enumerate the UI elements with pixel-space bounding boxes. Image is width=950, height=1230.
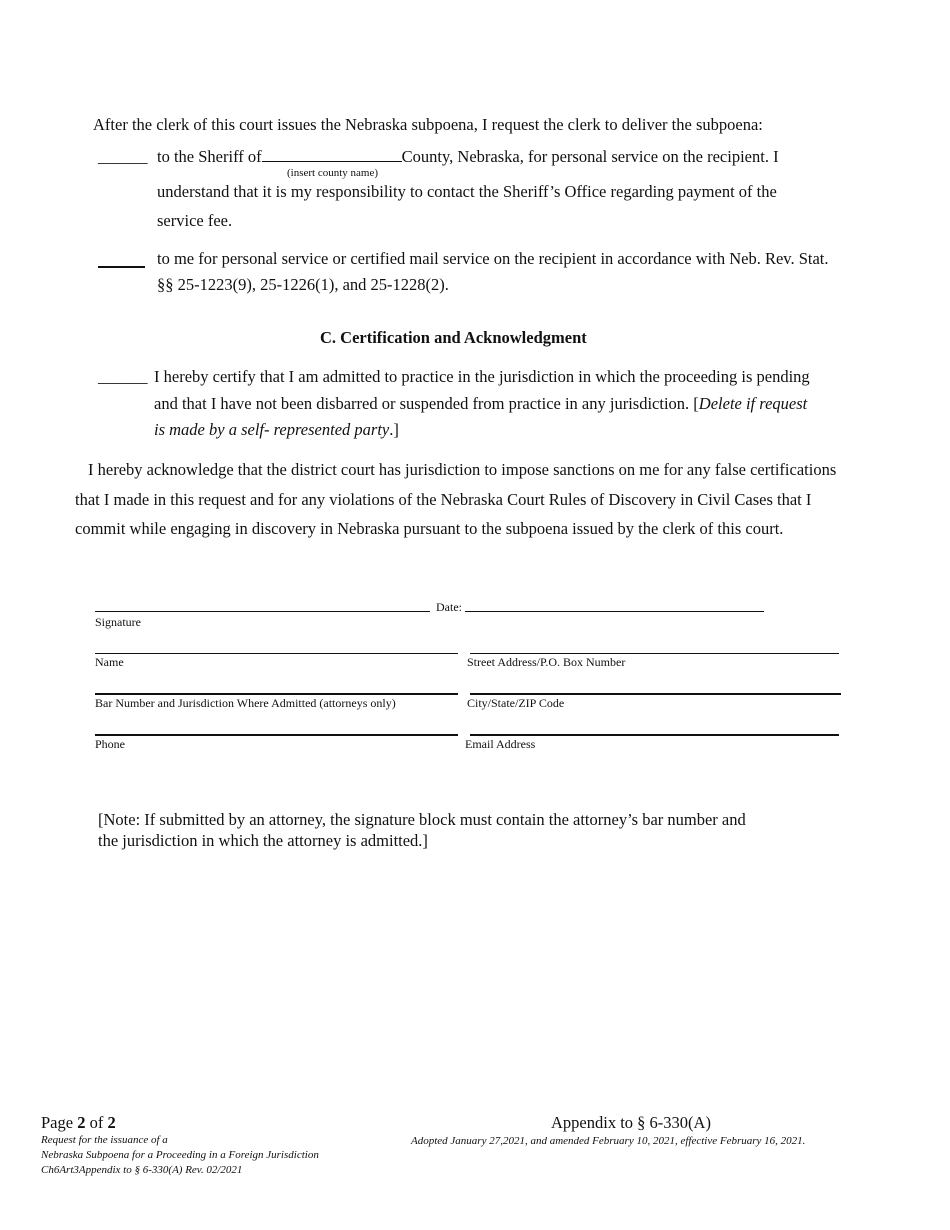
name-field[interactable] — [95, 653, 458, 654]
email-label: Email Address — [465, 737, 536, 751]
sheriff-option-blank[interactable]: ______ — [98, 147, 148, 166]
sheriff-suffix: County, Nebraska, for personal service on the recipient. I — [401, 147, 779, 166]
certification-line1: I hereby certify that I am admitted to practice in the jurisdiction in which the proceeding is pending — [154, 367, 810, 386]
form-revision: Ch6Art3Appendix to § 6-330(A) Rev. 02/2021 — [41, 1164, 243, 1176]
acknowledgment-line1: I hereby acknowledge that the district court has jurisdiction to impose sanctions on me for any false certifications — [88, 460, 837, 479]
note-line2: the jurisdiction in which the attorney is admitted.] — [98, 831, 428, 850]
sheriff-option-line3: service fee. — [157, 211, 233, 230]
date-label: Date: — [436, 600, 462, 614]
date-field[interactable] — [465, 611, 764, 612]
certification-blank[interactable]: ______ — [98, 367, 148, 386]
city-state-zip-label: City/State/ZIP Code — [467, 696, 565, 710]
certification-line2-text: and that I have not been disbarred or suspended from practice in any jurisdiction. [ — [154, 394, 699, 413]
acknowledgment-line3: commit while engaging in discovery in Nebraska pursuant to the subpoena issued by the clerk of this court. — [75, 519, 784, 538]
signature-field[interactable] — [95, 611, 430, 612]
signature-label: Signature — [95, 615, 141, 629]
certification-line3-italic: is made by a self- represented party — [154, 420, 390, 439]
self-service-option-blank[interactable] — [98, 266, 145, 268]
street-address-field[interactable] — [470, 653, 839, 654]
form-title-line2: Nebraska Subpoena for a Proceeding in a Foreign Jurisdiction — [41, 1149, 319, 1161]
page-number — [41, 1113, 116, 1133]
acknowledgment-line2: that I made in this request and for any violations of the Nebraska Court Rules of Discovery in Civil Cases that I — [75, 490, 812, 509]
sheriff-prefix: to the Sheriff of — [157, 147, 262, 166]
self-service-line1: to me for personal service or certified mail service on the recipient in accordance with Neb. Rev. Stat. — [157, 249, 829, 268]
page-of: of — [89, 1113, 104, 1132]
certification-line2 — [154, 394, 807, 414]
page-current: 2 — [77, 1113, 86, 1132]
sheriff-option-line1 — [157, 147, 779, 167]
email-field[interactable] — [470, 734, 839, 736]
self-service-line2: §§ 25-1223(9), 25-1226(1), and 25-1228(2). — [157, 275, 449, 294]
street-address-label: Street Address/P.O. Box Number — [467, 655, 626, 669]
phone-field[interactable] — [95, 734, 458, 736]
certification-line2-italic: Delete if request — [698, 394, 808, 413]
county-name-field[interactable] — [262, 161, 402, 162]
appendix-reference: Appendix to § 6-330(A) — [551, 1113, 711, 1132]
name-label: Name — [95, 655, 124, 669]
adopted-dates: Adopted January 27,2021, and amended February 10, 2021, effective February 16, 2021. — [411, 1135, 806, 1147]
certification-line3 — [154, 420, 399, 440]
certification-line3-end: .] — [389, 420, 399, 439]
sheriff-option-line2: understand that it is my responsibility to contact the Sheriff’s Office regarding payment of the — [157, 182, 777, 201]
note-line1: [Note: If submitted by an attorney, the signature block must contain the attorney’s bar number and — [98, 810, 746, 829]
certification-heading: C. Certification and Acknowledgment — [320, 328, 587, 347]
page-word: Page — [41, 1113, 74, 1132]
page-total: 2 — [107, 1113, 116, 1132]
bar-number-label: Bar Number and Jurisdiction Where Admitted (attorneys only) — [95, 696, 396, 710]
county-hint: (insert county name) — [287, 167, 379, 179]
delivery-intro: After the clerk of this court issues the Nebraska subpoena, I request the clerk to deliver the subpoena: — [93, 115, 763, 134]
form-title-line1: Request for the issuance of a — [41, 1134, 168, 1146]
phone-label: Phone — [95, 737, 125, 751]
bar-number-field[interactable] — [95, 693, 458, 695]
city-state-zip-field[interactable] — [470, 693, 841, 695]
